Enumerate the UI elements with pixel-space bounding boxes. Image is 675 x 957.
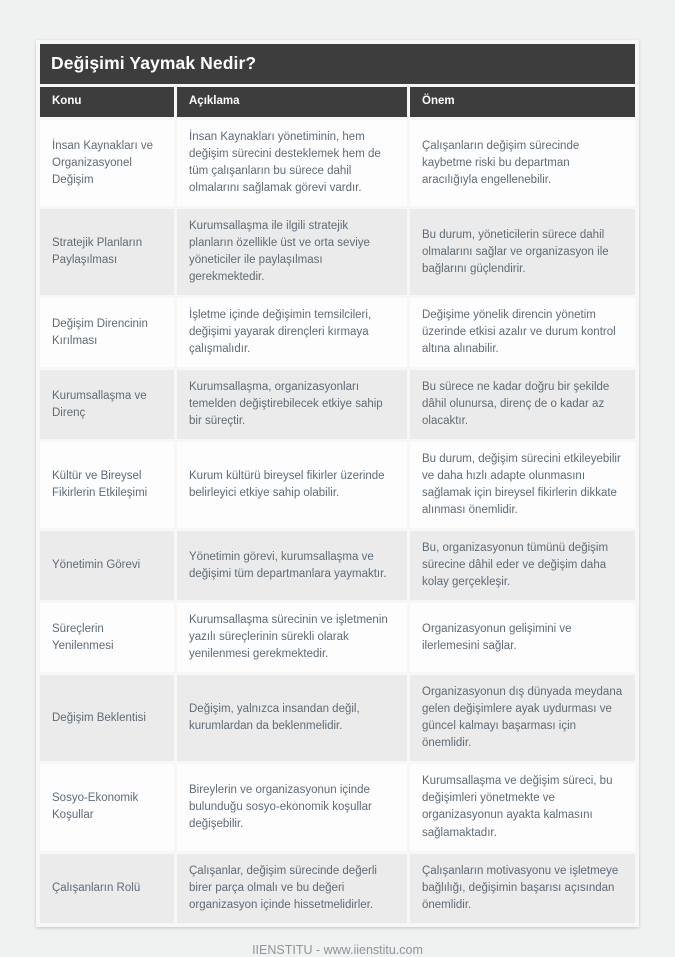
column-header-aciklama [177, 87, 407, 117]
table-cell-konu [40, 120, 174, 206]
table-cell-onem [410, 120, 635, 206]
cell-text: Kültür ve Bireysel Fikirlerin Etkileşimi [52, 470, 148, 500]
cell-text: Bireylerin ve organizasyonun içinde bulunduğu sosyo-ekonomik koşullar değişebilir. [189, 783, 372, 830]
column-header-label: Önem [422, 95, 455, 107]
change-table-card [36, 40, 639, 927]
table-cell-aciklama [177, 370, 407, 439]
column-header-label: Açıklama [189, 95, 240, 107]
cell-text: İşletme içinde değişimin temsilcileri, değişimi yayarak dirençleri kırmaya çalışmalıdır. [189, 309, 372, 356]
table-cell-aciklama [177, 675, 407, 761]
cell-text: Bu durum, değişim sürecini etkileyebilir ve daha hızlı adapte olunmasını sağlamak için bireysel fikirlerin dikkate alınması önemlidir. [422, 453, 621, 517]
cell-text: Yönetimin Görevi [52, 559, 141, 572]
footer-text: IIENSTITU - www.iienstitu.com [252, 942, 423, 957]
table-cell-aciklama [177, 298, 407, 367]
cell-text: Çalışanların Rolü [52, 881, 141, 894]
table-cell-onem [410, 603, 635, 672]
cell-text: Sosyo-Ekonomik Koşullar [52, 792, 139, 822]
table-cell-konu [40, 764, 174, 850]
cell-text: Kurumsallaşma ve Direnç [52, 389, 147, 419]
table-cell-konu [40, 209, 174, 295]
change-table [40, 87, 635, 923]
table-cell-onem [410, 531, 635, 600]
cell-text: Bu sürece ne kadar doğru bir şekilde dâhil olunursa, direnç de o kadar az olacaktır. [422, 381, 610, 428]
cell-text: Çalışanların değişim sürecinde kaybetme riski bu departman aracılığıyla engellenebilir. [422, 139, 580, 186]
cell-text: Kurumsallaşma, organizasyonları temelden değiştirebilecek etkiye sahip bir süreçtir. [189, 381, 383, 428]
page [0, 40, 675, 957]
cell-text: Kurumsallaşma ile ilgili stratejik planların özellikle üst ve orta seviye yöneticiler ile paylaşılması gerekmektedir. [189, 220, 370, 284]
cell-text: Değişime yönelik direncin yönetim üzerinde etkisi azalır ve durum kontrol altına alınabilir. [422, 309, 616, 356]
cell-text: Yönetimin görevi, kurumsallaşma ve değişimi tüm departmanlara yaymaktır. [189, 550, 387, 580]
table-cell-konu [40, 603, 174, 672]
cell-text: Bu durum, yöneticilerin sürece dahil olmalarını sağlar ve organizasyon ile bağlarını güçlendirir. [422, 228, 609, 275]
cell-text: Kurumsallaşma sürecinin ve işletmenin yazılı süreçlerinin sürekli olarak yenilenmesi gerekmektedir. [189, 614, 388, 661]
cell-text: Değişim, yalnızca insandan değil, kurumlardan da beklenmelidir. [189, 703, 360, 733]
table-cell-konu [40, 531, 174, 600]
cell-text: İnsan Kaynakları yönetiminin, hem değişim sürecini desteklemek hem de tüm çalışanların bu sürece dahil olmalarını sağlamak görevi vardır. [189, 131, 381, 195]
cell-text: Süreçlerin Yenilenmesi [52, 622, 114, 652]
cell-text: Değişim Beklentisi [52, 711, 146, 724]
cell-text: Organizasyonun dış dünyada meydana gelen değişimlere ayak uydurması ve güncel kalmayı başarması için önemlidir. [422, 686, 623, 750]
table-cell-onem [410, 209, 635, 295]
table-cell-onem [410, 370, 635, 439]
table-cell-onem [410, 442, 635, 528]
table-cell-aciklama [177, 531, 407, 600]
column-header-onem [410, 87, 635, 117]
cell-text: Stratejik Planların Paylaşılması [52, 237, 143, 267]
table-cell-onem [410, 298, 635, 367]
table-title: Değişimi Yaymak Nedir? [40, 44, 635, 84]
table-cell-aciklama [177, 764, 407, 850]
cell-text: Değişim Direncinin Kırılması [52, 317, 148, 347]
cell-text: Kurumsallaşma ve değişim süreci, bu değişimleri yönetmekte ve organizasyonun ayakta kalmasını sağlamaktadır. [422, 775, 613, 839]
cell-text: İnsan Kaynakları ve Organizasyonel Değişim [52, 139, 154, 186]
cell-text: Bu, organizasyonun tümünü değişim sürecine dâhil eder ve değişim daha kolay gerçekleşir. [422, 542, 609, 589]
table-cell-aciklama [177, 209, 407, 295]
table-cell-aciklama [177, 603, 407, 672]
table-cell-konu [40, 370, 174, 439]
table-cell-onem [410, 675, 635, 761]
table-cell-konu [40, 442, 174, 528]
table-cell-onem [410, 854, 635, 923]
table-cell-aciklama [177, 442, 407, 528]
cell-text: Çalışanların motivasyonu ve işletmeye bağlılığı, değişimin başarısı açısından önemlidir. [422, 864, 619, 911]
cell-text: Organizasyonun gelişimini ve ilerlemesini sağlar. [422, 622, 572, 652]
table-cell-konu [40, 854, 174, 923]
table-cell-aciklama [177, 854, 407, 923]
table-cell-konu [40, 298, 174, 367]
column-header-label: Konu [52, 95, 82, 107]
cell-text: Kurum kültürü bireysel fikirler üzerinde belirleyici etkiye sahip olabilir. [189, 470, 385, 500]
table-cell-onem [410, 764, 635, 850]
table-cell-konu [40, 675, 174, 761]
cell-text: Çalışanlar, değişim sürecinde değerli birer parça olmalı ve bu değeri organizasyon içinde hissetmelidirler. [189, 864, 377, 911]
column-header-konu [40, 87, 174, 117]
table-cell-aciklama [177, 120, 407, 206]
